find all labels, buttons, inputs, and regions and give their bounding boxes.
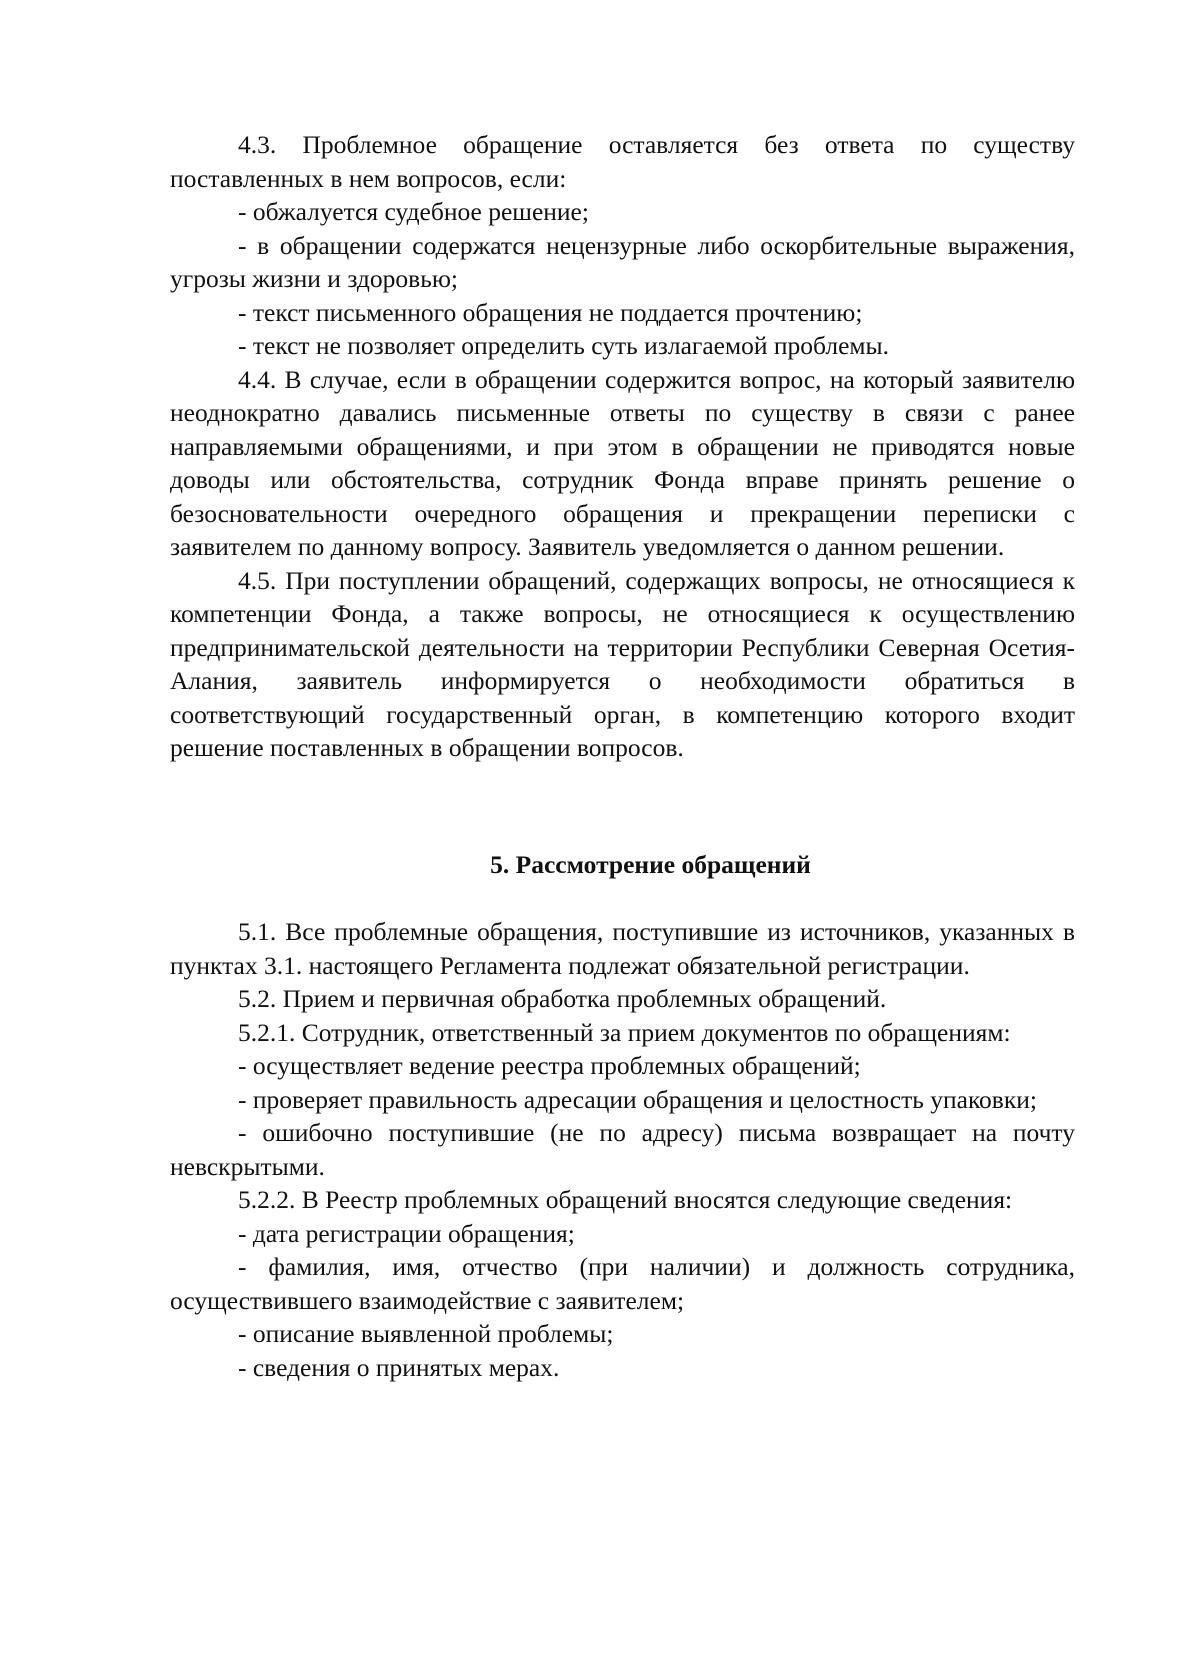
paragraph-5-2: 5.2. Прием и первичная обработка проблемных обращений. xyxy=(238,984,887,1013)
paragraph-5-1: 5.1. Все проблемные обращения, поступившие из источников, указанных в пунктах 3.1. настоящего Регламента подлежат обязательной регистрации. xyxy=(170,917,1075,980)
list-item: - текст не позволяет определить суть излагаемой проблемы. xyxy=(238,331,890,360)
paragraph-4-4: 4.4. В случае, если в обращении содержится вопрос, на который заявителю неоднократно давались письменные ответы по существу в связи с ранее направляемыми обращениями, и при этом в обращении не приводятся новые доводы или обстоятельства, сотрудник Фонда вправе принять решение о безосновательности очередного обращения и прекращении переписки с заявителем по данному вопросу. Заявитель уведомляется о данном решении. xyxy=(170,364,1075,561)
list-item: - обжалуется судебное решение; xyxy=(238,197,589,226)
spacer xyxy=(170,881,1075,915)
list-item: - текст письменного обращения не поддается прочтению; xyxy=(238,297,863,327)
document-page xyxy=(170,128,1075,1384)
list-item: - в обращении содержатся нецензурные либо оскорбительные выражения, угрозы жизни и здоровью; xyxy=(170,230,1075,293)
list-item: - описание выявленной проблемы; xyxy=(238,1319,614,1348)
paragraph-5-2-2: 5.2.2. В Реестр проблемных обращений вносятся следующие сведения: xyxy=(238,1185,1013,1214)
list-item: - проверяет правильность адресации обращения и целостность упаковки; xyxy=(238,1084,1037,1114)
list-item: - дата регистрации обращения; xyxy=(238,1218,575,1248)
list-item: - ошибочно поступившие (не по адресу) письма возвращает на почту невскрытыми. xyxy=(170,1118,1075,1181)
paragraph-4-3: 4.3. Проблемное обращение оставляется без ответа по существу поставленных в нем вопросов, если: xyxy=(170,130,1075,193)
list-item: - сведения о принятых мерах. xyxy=(238,1352,560,1382)
list-item: - фамилия, имя, отчество (при наличии) и должность сотрудника, осуществившего взаимодействие с заявителем; xyxy=(170,1252,1075,1315)
spacer xyxy=(170,765,1075,848)
section-heading: 5. Рассмотрение обращений xyxy=(490,849,811,879)
paragraph-4-5: 4.5. При поступлении обращений, содержащих вопросы, не относящиеся к компетенции Фонда, а также вопросы, не относящиеся к осуществлению предпринимательской деятельности на территории Республики Северная Осетия-Алания, заявитель информируется о необходимости обратиться в соответствующий государственный орган, в компетенцию которого входит решение поставленных в обращении вопросов. xyxy=(170,565,1075,762)
list-item: - осуществляет ведение реестра проблемных обращений; xyxy=(238,1051,861,1080)
paragraph-5-2-1: 5.2.1. Сотрудник, ответственный за прием документов по обращениям: xyxy=(238,1017,1011,1047)
